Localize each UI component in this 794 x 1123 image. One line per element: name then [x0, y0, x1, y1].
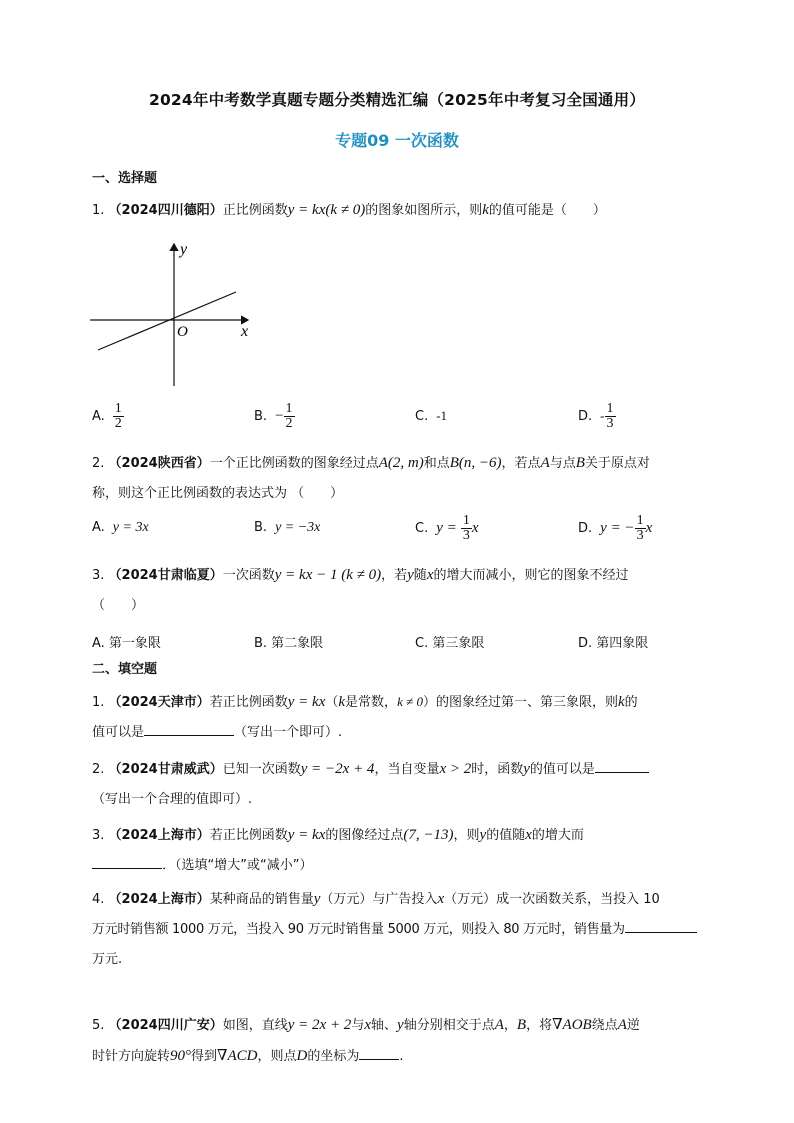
option-c[interactable]: C. 第三象限: [415, 636, 485, 651]
answer-blank[interactable]: [92, 854, 162, 869]
option-b[interactable]: B. y = −3x: [254, 520, 321, 535]
fraction: $\frac{1}{2}$: [285, 401, 293, 431]
question-number: 2.: [92, 762, 105, 777]
answer-blank[interactable]: [144, 721, 234, 736]
question-source: （2024甘肃威武）: [108, 762, 223, 777]
question-text: 正比例函数: [222, 203, 288, 218]
fill-question-4: 4. （2024上海市）某种商品的销售量y（万元）与广告投入x（万元）成一次函数关系，当投入 10 万元时销售额 1000 万元，当投入 90 万元时销售量 5000 万元，则投入 80 万元时，销售量为 万元.: [92, 884, 704, 975]
question-source: （2024陕西省）: [108, 456, 210, 471]
question-source: （2024上海市）: [108, 892, 210, 907]
section-heading-fill: 二、填空题: [92, 662, 158, 677]
answer-blank[interactable]: [359, 1045, 399, 1060]
proportional-function-graph: [88, 238, 260, 390]
fill-question-1: 1. （2024天津市）若正比例函数y = kx（k是常数，k ≠ 0）的图象经过第一、第三象限，则k的 值可以是 （写出一个即可）.: [92, 694, 638, 740]
math-expr: k: [482, 202, 489, 218]
fill-question-2: 2. （2024甘肃威武）已知一次函数y = −2x + 4，当自变量x > 2时，函数y的值可以是 （写出一个合理的值即可）.: [92, 754, 704, 815]
question-source: （2024四川德阳）: [108, 203, 223, 218]
fraction: $\frac{1}{3}$: [462, 513, 470, 543]
fill-question-3: 3. （2024上海市）若正比例函数y = kx的图像经过点(7, −13)，则y的值随x的增大而 ．（选填“增大”或“减小”）: [92, 827, 584, 873]
option-b[interactable]: B. 第二象限: [254, 636, 324, 651]
y-axis-label: y: [180, 241, 188, 258]
fill-question-5: 5. （2024四川广安）如图，直线y = 2x + 2与x轴、y轴分别相交于点A，B，将∇AOB绕点A逆 时针方向旋转90°得到∇ACD，则点D的坐标为 .: [92, 1017, 640, 1064]
option-c[interactable]: C. y = $\frac{1}{3}$ x: [415, 513, 479, 543]
topic-title: 专题09 一次函数: [335, 131, 459, 150]
choice-options-3: [92, 632, 712, 662]
choice-question-2: 2. （2024陕西省）一个正比例函数的图象经过点A(2, m)和点B(n, −6)，若点A与点B关于原点对 称，则这个正比例函数的表达式为 （ ）: [92, 455, 650, 501]
question-source: （2024甘肃临夏）: [108, 568, 223, 583]
option-a[interactable]: A. 第一象限: [92, 636, 161, 651]
option-d[interactable]: D. - $\frac{1}{3}$: [578, 401, 614, 431]
math-expr: y = kx − 1 (k ≠ 0): [274, 567, 382, 583]
question-number: 1.: [92, 203, 105, 218]
option-d[interactable]: D. y = − $\frac{1}{3}$ x: [578, 513, 653, 543]
document-title: 2024年中考数学真题专题分类精选汇编（2025年中考复习全国通用）: [148, 91, 646, 109]
question-number: 1.: [92, 695, 105, 710]
math-expr: y = kx(k ≠ 0): [287, 202, 366, 218]
question-text: 的图象如图所示，则: [365, 203, 483, 218]
choice-question-3: 3. （2024甘肃临夏）一次函数y = kx − 1 (k ≠ 0)，若y随x的增大而减小，则它的图象不经过 （ ）: [92, 567, 629, 613]
choice-options-1: [92, 402, 712, 432]
question-number: 3.: [92, 828, 105, 843]
option-d[interactable]: D. 第四象限: [578, 636, 649, 651]
question-number: 2.: [92, 456, 105, 471]
math-expr: A(2, m): [378, 455, 424, 471]
option-b[interactable]: B. − $\frac{1}{2}$: [254, 401, 293, 431]
question-source: （2024四川广安）: [108, 1018, 223, 1033]
question-text: 的值可能是（ ）: [488, 203, 606, 218]
option-a[interactable]: A. $\frac{1}{2}$: [92, 401, 122, 431]
question-number: 3.: [92, 568, 105, 583]
answer-blank[interactable]: [595, 758, 649, 773]
function-line: [98, 292, 236, 350]
math-expr: B(n, −6): [449, 455, 502, 471]
question-source: （2024上海市）: [108, 828, 210, 843]
fraction: $\frac{1}{3}$: [606, 401, 614, 431]
question-number: 5.: [92, 1018, 105, 1033]
answer-blank[interactable]: [625, 918, 697, 933]
choice-options-2: [92, 514, 712, 544]
question-number: 4.: [92, 892, 105, 907]
question-source: （2024天津市）: [108, 695, 210, 710]
origin-label: O: [177, 324, 188, 340]
choice-question-1: [92, 195, 704, 226]
fraction: $\frac{1}{2}$: [114, 401, 122, 431]
x-axis-label: x: [241, 323, 249, 340]
fraction: $\frac{1}{3}$: [636, 513, 644, 543]
section-heading-choice: 一、选择题: [92, 171, 158, 186]
option-a[interactable]: A. y = 3x: [92, 520, 149, 535]
option-c[interactable]: C. -1: [415, 408, 448, 424]
